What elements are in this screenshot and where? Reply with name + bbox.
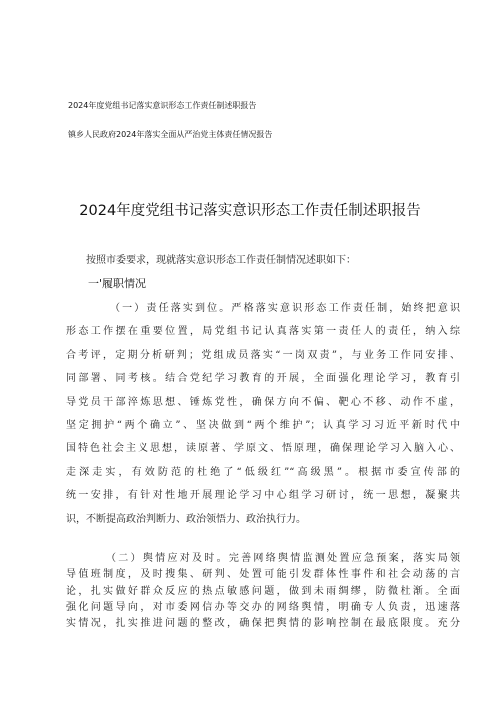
paragraph-line: 论，扎实做好群众反应的热点敏感问题，做到未雨绸缪，防微杜渐。全面 (66, 585, 460, 597)
section-heading-performance: 一'履职情况 (88, 277, 147, 290)
paragraph-line: 识，不断提高政治判断力、政治领悟力、政治执行力。 (66, 513, 306, 525)
paragraph-line: 统一安排，有针对性地开展理论学习中心组学习研讨，统一思想，凝聚共 (66, 490, 460, 502)
paragraph-line: （一）责任落实到位。严格落实意识形态工作责任制，始终把意识 (110, 303, 460, 314)
paragraph-line: 合考评，定期分析研判；党组成员落实“一岗双责”，与业务工作同安排、 (66, 349, 460, 361)
paragraph-line: 坚定拥护“两个确立”、坚决做到“两个维护”；认真学习习近平新时代中 (66, 420, 460, 432)
toc-item-1[interactable]: 2024年度党组书记落实意识形态工作责任制述职报告 (68, 101, 257, 110)
paragraph-line: 导党员干部淬炼思想、锤炼党性，确保方向不偏、靶心不移、动作不虚， (66, 396, 460, 408)
document-title: 2024年度党组书记落实意识形态工作责任制述职报告 (79, 203, 421, 219)
paragraph-public-opinion (66, 551, 460, 632)
paragraph-line: 实情况，扎实推进问题的整改，确保把舆情的影响控制在最底限度。充分 (66, 618, 460, 630)
paragraph-line: 强化问题导向，对市委网信办等交办的网络舆情，明确专人负责，迅速落 (66, 601, 460, 613)
paragraph-line: 国特色社会主义思想，读原著、学原文、悟原理，确保理论学习入脑入心、 (66, 443, 460, 455)
toc-item-2[interactable]: 镇乡人民政府2024年落实全面从严治党主体责任情况报告 (68, 130, 273, 139)
paragraph-line: （二）舆情应对及时。完善网络舆情监测处置应急预案，落实局领 (106, 553, 460, 564)
paragraph-line: 形态工作摆在重要位置，局党组书记认真落实第一责任人的责任，纳入综 (66, 326, 460, 338)
intro-paragraph: 按照市委要求，现就落实意识形态工作责任制情况述职如下： (86, 255, 356, 266)
paragraph-responsibility (66, 297, 460, 531)
paragraph-line: 走深走实，有效防范的杜绝了“低级红”“高级黑”。根据市委宣传部的 (66, 466, 460, 478)
paragraph-line: 同部署、同考核。结合党纪学习教育的开展，全面强化理论学习，教育引 (66, 373, 460, 385)
paragraph-line: 导值班制度，及时搜集、研判、处置可能引发群体性事件和社会动荡的言 (66, 569, 460, 581)
